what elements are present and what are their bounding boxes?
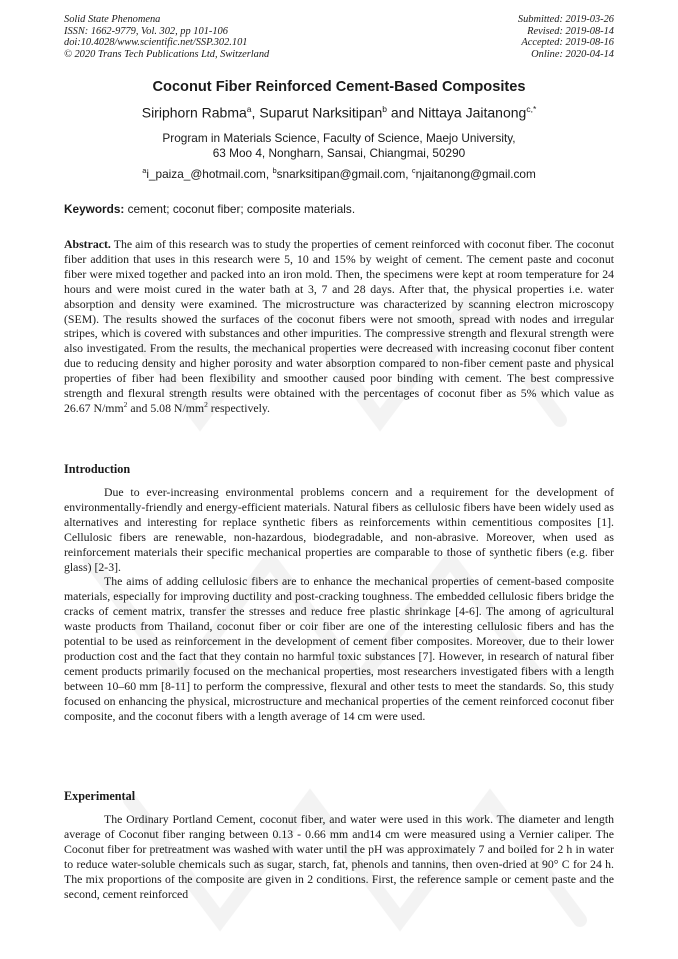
abstract [64, 237, 614, 416]
author-3-affil: c,* [526, 104, 537, 114]
paper-title: Coconut Fiber Reinforced Cement-Based Composites [152, 79, 526, 95]
keywords-text: cement; coconut fiber; composite materials. [124, 202, 356, 216]
email-marker: b [272, 166, 277, 175]
affiliation-line-2: 63 Moo 4, Nongharn, Sansai, Chiangmai, 50290 [212, 146, 466, 160]
author-3: Nittaya Jaitanong [418, 104, 527, 121]
intro-paragraph-1: Due to ever-increasing environmental problems concern and a requirement for the development of environmentally-friendly and energy-efficient materials. Natural fibers as cellulosic fibers have been widely used as alternatives and interesting for replace synthetic fibers as reinforcements within cementitious composites [1]. Cellulosic fibers are renewable, non-hazardous, biodegradable, and non-abrasive. Moreover, when used as reinforcement materials their specific mechanical properties are comparable to those of synthetic fibers (e.g. fiber glass) [2-3]. [64, 485, 614, 574]
heading-experimental: Experimental [64, 789, 136, 803]
unit-superscript: 2 [204, 400, 208, 410]
abstract-text-end: respectively. [207, 400, 270, 415]
email-a[interactable]: i_paiza_@hotmail.com, [146, 166, 273, 181]
affiliation-line-1: Program in Materials Science, Faculty of Science, Maejo University, [162, 131, 516, 145]
submission-dates [518, 14, 614, 60]
date-online: Online: 2020-04-14 [531, 48, 614, 60]
unit-superscript: 2 [123, 400, 128, 410]
author-1-affil: a [246, 104, 252, 114]
email-marker: c [411, 166, 416, 175]
author-emails [0, 166, 678, 181]
experimental-body [64, 812, 614, 901]
abstract-text-cont: and 5.08 N/mm [127, 400, 205, 415]
author-separator: and [387, 104, 419, 121]
email-b[interactable]: snarksitipan@gmail.com, [276, 166, 412, 181]
abstract-label: Abstract. [64, 237, 111, 251]
journal-issn: ISSN: 1662-9779, Vol. 302, pp 101-106 [64, 25, 228, 37]
journal-name: Solid State Phenomena [64, 14, 161, 25]
intro-paragraph-2: The aims of adding cellulosic fibers are to enhance the mechanical properties of cement-based composite materials, especially for improving ductility and post-cracking toughness. The embedded cellulosic fibers bridge the cracks of cement matrix, transfer the stresses and reduce free plastic shrinkage [4-6]. The among of agricultural waste products from Thailand, coconut fiber or coir fiber are one of the interesting cellulosic fibers and has the potential to be used as reinforcement in the development of cement fiber composites. Moreover, due to their lower production cost and the fact that they contain no harmful toxic substances [7]. However, in research of natural fiber cement products primarily focused on the mechanical properties, most researchers investigated fibers with a length between 10–60 mm [8-11] to perform the compressive, flexural and other tests to meet the standards. So, this study focused on enhancing the physical, microstructure and mechanical properties of the cement reinforced coconut fiber composite, and the coconut fibers with a length average of 14 cm were used. [64, 574, 614, 723]
date-revised: Revised: 2019-08-14 [527, 25, 614, 37]
abstract-text: The aim of this research was to study the properties of cement reinforced with coconut fiber. The coconut fiber addition that uses in this research were 5, 10 and 15% by weight of cement. The cement paste and coconut fiber were mixed together and packed into an iron mold. Then, the specimens were kept at room temperature for 24 hours and were moist cured in the water bath at 3, 7 and 28 days. After that, the physical properties i.e. water absorption and density were examined. The microstructure was characterized by scanning electron microscopy (SEM). The results showed the surfaces of the coconut fibers were not smooth, spread with nodes and irregular stripes, which is covered with substances and other impurities. The compressive strength and flexural strength were also investigated. From the results, the mechanical properties were decreased with increasing coconut fiber content due to reducing density and higher porosity and water absorption compared to non-fiber cement paste and physical properties of fiber had been flexibility and smoother caused poor binding with cement. The best compressive strength and flexural strength results were obtained with the percentages of coconut fiber as 5% which value as 26.67 N/mm [64, 237, 614, 415]
email-c[interactable]: njaitanong@gmail.com [415, 166, 536, 181]
keywords [64, 202, 624, 216]
heading-introduction: Introduction [64, 462, 131, 476]
journal-doi: doi:10.4028/www.scientific.net/SSP.302.101 [64, 37, 248, 48]
introduction-body [64, 485, 614, 724]
author-2-affil: b [382, 104, 387, 114]
author-list [0, 104, 678, 121]
author-separator: , [251, 104, 260, 121]
email-marker: a [142, 166, 147, 175]
keywords-label: Keywords: [64, 202, 125, 216]
date-submitted: Submitted: 2019-03-26 [517, 14, 614, 25]
journal-copyright: © 2020 Trans Tech Publications Ltd, Switzerland [64, 48, 270, 60]
date-accepted: Accepted: 2019-08-16 [521, 37, 614, 48]
author-1: Siriphorn Rabma [141, 104, 247, 121]
journal-info [64, 14, 269, 60]
experimental-paragraph-1: The Ordinary Portland Cement, coconut fiber, and water were used in this work. The diameter and length average of Coconut fiber ranging between 0.13 - 0.66 mm and14 cm were measured using a Vernier caliper. The Coconut fiber for pretreatment was washed with water until the pH was approximately 7 and boiled for 2 h in water to reduce water-soluble chemicals such as sugar, starch, fat, phenols and tannins, then oven-dried at 90° C for 24 h. The mix proportions of the composite are given in 2 conditions. First, the reference sample or cement paste and the second, cement reinforced [64, 812, 614, 901]
author-2: Suparut Narksitipan [259, 104, 383, 121]
affiliation [0, 131, 678, 161]
